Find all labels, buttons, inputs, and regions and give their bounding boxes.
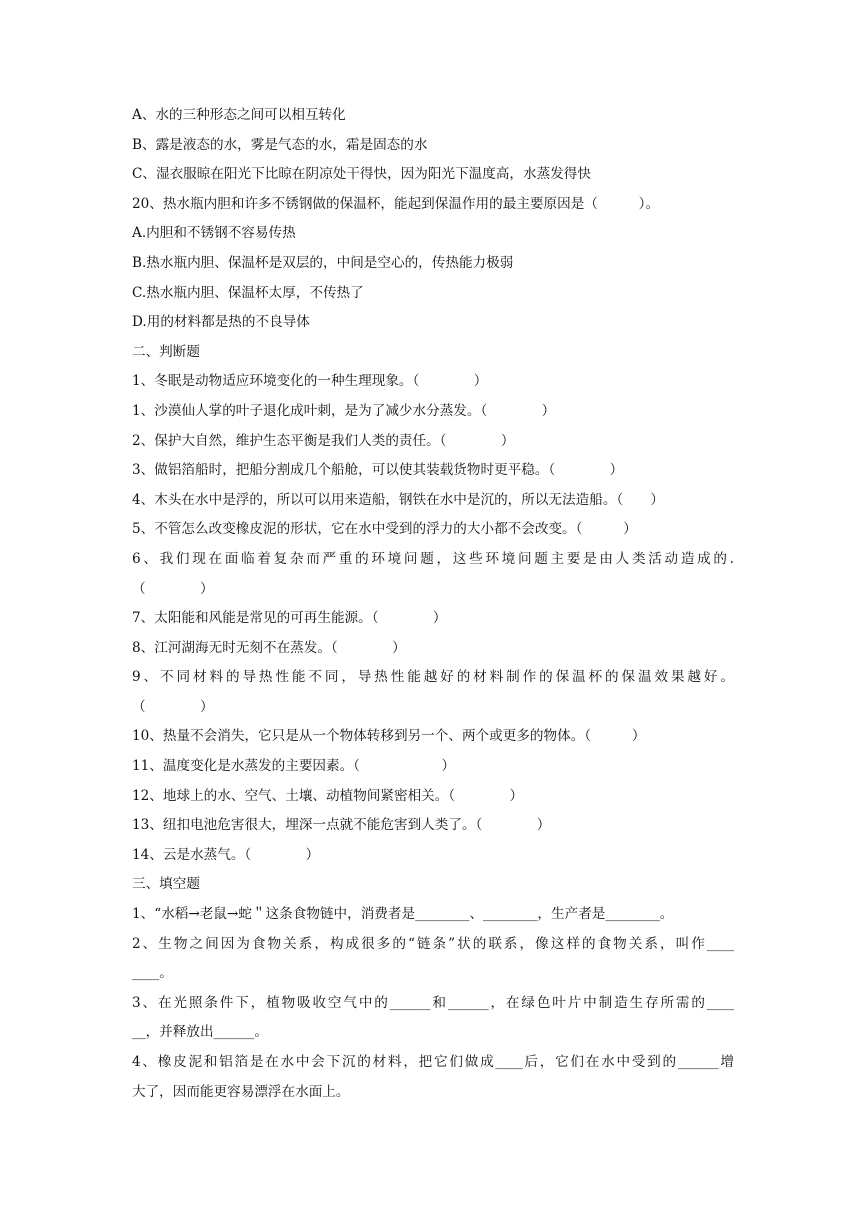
fill-item-photosynthesis-cont: __，并释放出______。 <box>132 1024 268 1041</box>
document-page <box>132 101 734 1107</box>
fill-item-food-chain: 1、“水稻→老鼠→蛇＂这条食物链中，消费者是________、________，生产者是________。 <box>132 906 674 923</box>
question-20-option-d: D.用的材料都是热的不良导体 <box>132 314 310 331</box>
question-20-option-a: A.内胆和不锈钢不容易传热 <box>132 225 296 242</box>
section-heading-fill-in: 三、填空题 <box>132 876 200 893</box>
fill-item-buoyancy: 4、橡皮泥和铝箔是在水中会下沉的材料，把它们做成____后，它们在水中受到的______增 <box>132 1054 734 1070</box>
question-20: 20、热水瓶内胆和许多不锈钢做的保温杯，能起到保温作用的最主要原因是（ ）。 <box>132 195 660 212</box>
tf-item-hibernation: 1、冬眠是动物适应环境变化的一种生理现象。（ ） <box>132 373 488 390</box>
tf-item-environment: 6、我们现在面临着复杂而严重的环境问题，这些环境问题主要是由人类活动造成的. <box>132 550 734 567</box>
tf-item-cactus: 1、沙漠仙人掌的叶子退化成叶刺，是为了减少水分蒸发。（ ） <box>132 402 556 419</box>
fill-item-food-web: 2、生物之间因为食物关系，构成很多的“链条”状的联系，像这样的食物关系，叫作____ <box>132 935 734 952</box>
tf-item-earth: 12、地球上的水、空气、土壤、动植物间紧密相关。（ ） <box>132 787 524 804</box>
tf-item-plasticine: 5、不管怎么改变橡皮泥的形状，它在水中受到的浮力的大小都不会改变。（ ） <box>132 521 637 538</box>
tf-item-thermal-blank: （ ） <box>132 698 214 715</box>
fill-item-photosynthesis: 3、在光照条件下，植物吸收空气中的______和______，在绿色叶片中制造生存所需的____ <box>132 994 734 1011</box>
question-20-option-b: B.热水瓶内胆、保温杯是双层的，中间是空心的，传热能力极弱 <box>132 254 514 271</box>
question-20-option-c: C.热水瓶内胆、保温杯太厚，不传热了 <box>132 284 364 301</box>
tf-item-renewable: 7、太阳能和风能是常见的可再生能源。（ ） <box>132 610 447 627</box>
option-b-dew-fog-frost: B、露是液态的水，雾是气态的水，霜是固态的水 <box>132 136 428 153</box>
tf-item-environment-blank: （ ） <box>132 580 214 597</box>
option-a-water-forms: A、水的三种形态之间可以相互转化 <box>132 107 346 123</box>
tf-item-battery: 13、纽扣电池危害很大，埋深一点就不能危害到人类了。（ ） <box>132 817 551 834</box>
tf-item-protect-nature: 2、保护大自然，维护生态平衡是我们人类的责任。（ ） <box>132 432 515 449</box>
tf-item-temperature: 11、温度变化是水蒸发的主要因素。（ ） <box>132 758 456 775</box>
tf-item-evaporation: 8、江河湖海无时无刻不在蒸发。（ ） <box>132 639 406 656</box>
section-heading-true-false: 二、判断题 <box>132 343 200 360</box>
tf-item-foil-boat: 3、做铝箔船时，把船分割成几个船舱，可以使其装载货物时更平稳。（ ） <box>132 462 624 479</box>
tf-item-cloud: 14、云是水蒸气。（ ） <box>132 846 320 863</box>
tf-item-wood-steel: 4、木头在水中是浮的，所以可以用来造船，钢铁在水中是沉的，所以无法造船。（ ） <box>132 491 665 508</box>
tf-item-thermal-conductivity: 9、不同材料的导热性能不同，导热性能越好的材料制作的保温杯的保温效果越好。 <box>132 669 734 686</box>
option-c-wet-clothes: C、湿衣服晾在阳光下比晾在阴凉处干得快，因为阳光下温度高，水蒸发得快 <box>132 166 591 183</box>
tf-item-heat: 10、热量不会消失，它只是从一个物体转移到另一个、两个或更多的物体。（ ） <box>132 728 646 745</box>
fill-item-buoyancy-cont: 大了，因而能更容易漂浮在水面上。 <box>132 1083 350 1100</box>
fill-item-food-web-cont: ____。 <box>132 965 173 982</box>
